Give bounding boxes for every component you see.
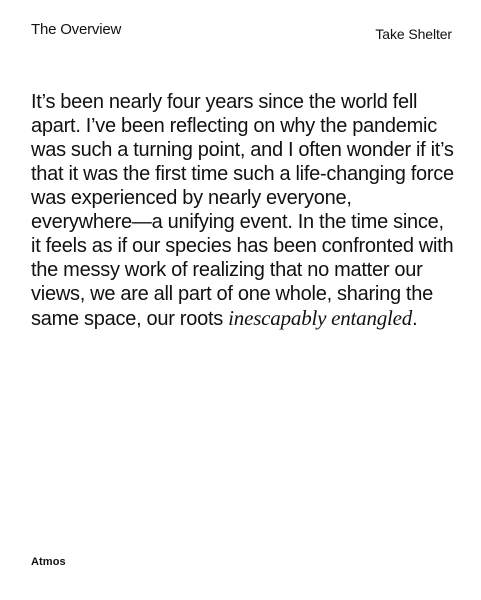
article-body-text: It’s been nearly four years since the world fell apart. I’ve been reflecting on why the pandemic was such a turning point, and I often wonder if it’s that it was the first time such a life-changing force was experienced by nearly everyone, everywhere—a unifying event. In the time since, it feels as if our species has been confronted with the messy work of realizing that no matter our views, we are all part of one whole, sharing the same space, our roots <box>31 91 454 330</box>
brand-logo-text: Atmos <box>31 556 66 568</box>
publication-title: The Overview <box>31 21 122 38</box>
section-label: Take Shelter <box>375 26 452 42</box>
article-emphasis: inescapably entangled <box>228 306 413 330</box>
article-body-end: . <box>412 308 418 330</box>
article-body <box>31 90 456 331</box>
